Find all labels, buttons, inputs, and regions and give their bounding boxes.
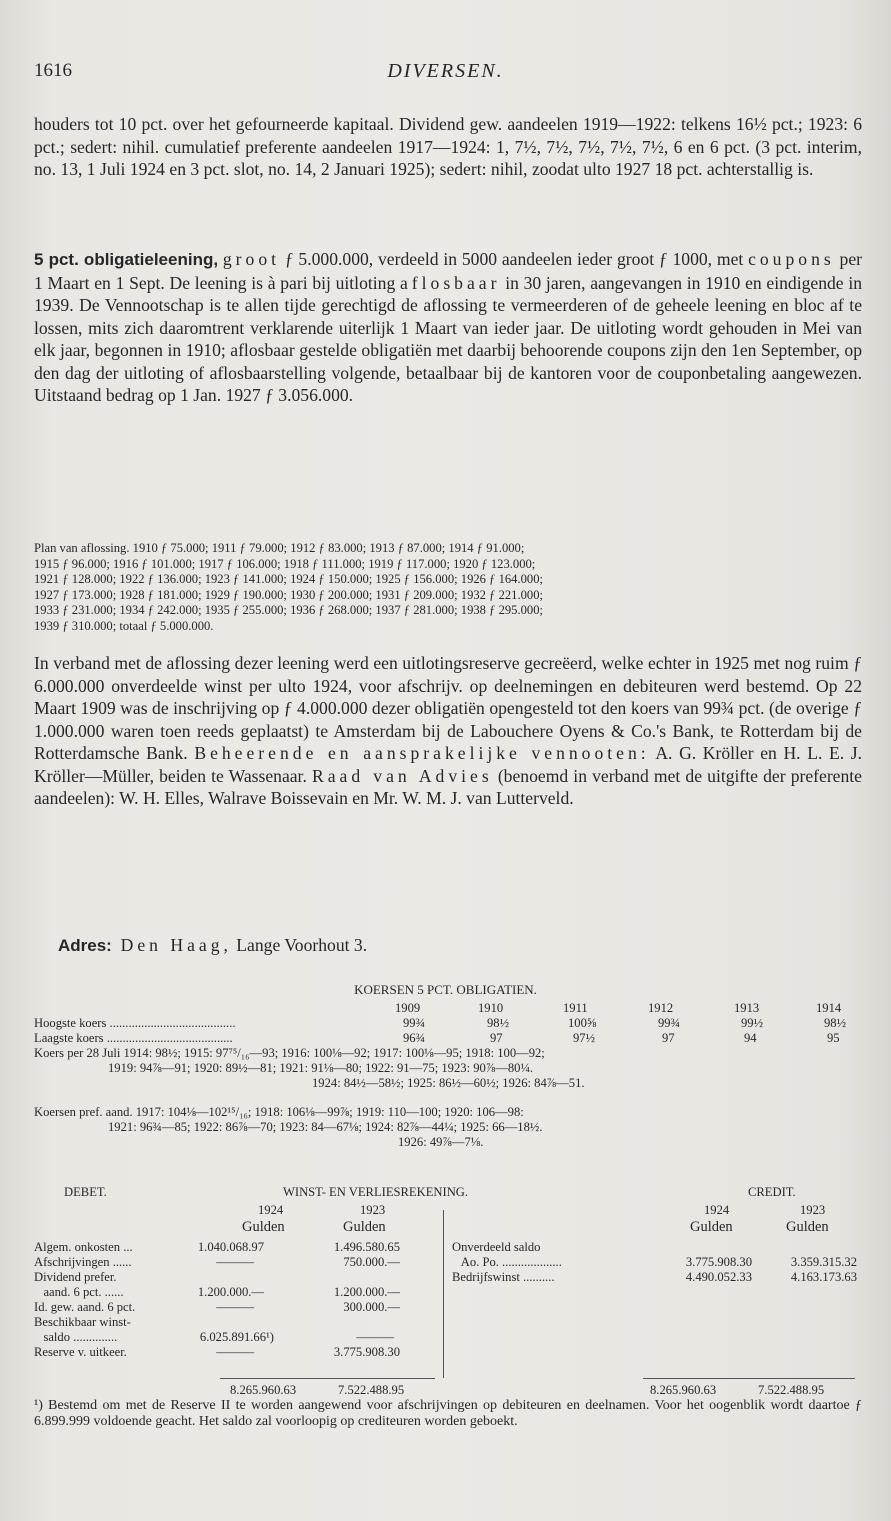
koersen-year-1910: 1910: [478, 1001, 504, 1015]
dividend-paragraph: [34, 113, 862, 181]
debet-year-1924: 1924: [258, 1203, 284, 1217]
credit-heading: CREDIT.: [748, 1185, 796, 1199]
koersen-pref-line: 1926: 49⅞—7⅛.: [398, 1135, 484, 1149]
loan-details-text: in 30 jaren, aangevangen in 1910 en eindigende in 1939. De Vennootschap is te allen tijde gerechtigd de aflossing te vermeerderen of de geheele leening en bloc af te lossen, mits zich daaromtrent verklarende uiterlijk 1 Maart van ieder jaar. De uitloting wordt gehouden in Mei van elk jaar, begonnen in 1910; aflosbaar gestelde obligatiën met daarbij behoorende coupons zijn den 1en September, op den dag der uitloting of aflosbaarstelling volgende, betaalbaar bij de kantoren voor de couponbetaling aangewezen. Uitstaand bedrag op 1 Jan. 1927 ƒ 3.056.000.: [34, 272, 863, 405]
koersen-cell: 100⅝: [568, 1016, 597, 1030]
loan-word-groot: groot: [222, 249, 281, 269]
address-city: Den Haag,: [120, 935, 232, 955]
credit-year-1924: 1924: [704, 1203, 730, 1217]
loan-amount-text: ƒ 5.000.000, verdeeld in 5000 aandeelen ieder groot ƒ 1000, met: [284, 249, 744, 269]
address-line: [58, 935, 367, 956]
winst-title: WINST- EN VERLIESREKENING.: [283, 1185, 469, 1199]
koersen-year-1909: 1909: [395, 1001, 421, 1015]
plan-line: 1915 ƒ 96.000; 1916 ƒ 101.000; 1917 ƒ 106.000; 1918 ƒ 111.000; 1919 ƒ 117.000; 1920 ƒ 123.000;: [34, 556, 536, 571]
debet-unit-1923: Gulden: [343, 1219, 386, 1235]
debet-total-1924: 8.265.960.63: [230, 1383, 297, 1397]
debet-row: Dividend prefer.: [34, 1270, 117, 1284]
koersen-cell: 99½: [741, 1016, 764, 1030]
koersen-juli-line: Koers per 28 Juli 1914: 98½; 1915: 97⁷⁵/₁₆—93; 1916: 100⅛—92; 1917: 100⅛—95; 1918: 100—92;: [34, 1046, 545, 1060]
koersen-cell: 97: [490, 1031, 503, 1045]
credit-total-rule: [643, 1378, 855, 1379]
running-title: DIVERSEN.: [387, 60, 504, 82]
debet-row: Afschrijvingen ...... ——— 750.000.—: [34, 1255, 400, 1269]
directors-text: A. G. Kröller en H. L. E. J. Kröller—Müller, beiden te Wassenaar.: [34, 743, 863, 786]
credit-unit-1923: Gulden: [786, 1219, 829, 1235]
koersen-cell: 98½: [824, 1016, 847, 1030]
debet-row: aand. 6 pct. ...... 1.200.000.— 1.200.000.—: [34, 1285, 400, 1299]
credit-row: Bedrijfswinst .......... 4.490.052.33 4.163.173.63: [452, 1270, 857, 1284]
address-street: Lange Voorhout 3.: [236, 935, 368, 955]
koersen-year-1913: 1913: [734, 1001, 760, 1015]
credit-row: Onverdeeld saldo: [452, 1240, 541, 1254]
debet-row: Reserve v. uitkeer. ——— 3.775.908.30: [34, 1345, 400, 1359]
loan-coupon-text: per 1 Maart en 1 Sept. De leening is à pari bij uitloting: [34, 249, 862, 293]
page-number: 1616: [34, 60, 72, 81]
koersen-cell: 94: [744, 1031, 757, 1045]
plan-line: 1939 ƒ 310.000; totaal ƒ 5.000.000.: [34, 618, 214, 633]
debet-total-rule: [220, 1378, 435, 1379]
koersen-pref-line: Koersen pref. aand. 1917: 104⅛—102¹⁵/₁₆; 1918: 106⅛—99⅞; 1919: 110—100; 1920: 106—98:: [34, 1105, 524, 1119]
credit-row: Ao. Po. ................... 3.775.908.30 3.359.315.32: [452, 1255, 857, 1269]
plan-line: 1927 ƒ 173.000; 1928 ƒ 181.000; 1929 ƒ 190.000; 1930 ƒ 200.000; 1931 ƒ 209.000; 1932 ƒ 221.000;: [34, 587, 544, 602]
credit-year-1923: 1923: [800, 1203, 826, 1217]
koersen-pref-line: 1921: 96¾—85; 1922: 86⅞—70; 1923: 84—67⅛; 1924: 82⅞—44¼; 1925: 66—18½.: [108, 1120, 543, 1134]
debet-row: saldo .............. 6.025.891.66¹) ———: [34, 1330, 394, 1344]
advisory-label: Raad van Advies: [312, 765, 493, 786]
debet-row: Id. gew. aand. 6 pct. ——— 300.000.—: [34, 1300, 400, 1314]
credit-rows: [452, 1240, 857, 1285]
koersen-cell: 98½: [487, 1016, 510, 1030]
loan-word-aflosbaar: aflosbaar: [399, 272, 501, 293]
koersen-row-label: Laagste koers ........................................: [34, 1031, 233, 1045]
debet-unit-1924: Gulden: [242, 1219, 285, 1235]
koersen-juli-line: 1919: 94⅞—91; 1920: 89½—81; 1921: 91⅛—80; 1922: 91—75; 1923: 90⅞—80¼.: [108, 1061, 534, 1075]
plan-line: 1921 ƒ 128.000; 1922 ƒ 136.000; 1923 ƒ 141.000; 1924 ƒ 150.000; 1925 ƒ 156.000; 1926 ƒ 164.000;: [34, 572, 544, 587]
koersen-title: KOERSEN 5 PCT. OBLIGATIEN.: [354, 982, 537, 997]
dividend-text: houders tot 10 pct. over het gefourneerde kapitaal. Dividend gew. aandeelen 1919—1922: telkens 16½ pct.; 1923: 6 pct.; sedert: nihil. cumulatief preferente aandeelen 1917—1924: 1, 7½, 7½, 7½, 7½, 7½, 6 en 6 pct. (3 pct. interim, no. 13, 1 Juli 1924 en 3 pct. slot, no. 14, 2 Januari 1925); sedert: nihil, zoodat ulto 1927 18 pct. achterstallig is.: [34, 114, 862, 179]
plan-line: 1933 ƒ 231.000; 1934 ƒ 242.000; 1935 ƒ 255.000; 1936 ƒ 268.000; 1937 ƒ 281.000; 1938 ƒ 295.000;: [34, 603, 544, 618]
plan-line: Plan van aflossing. 1910 ƒ 75.000; 1911 ƒ 79.000; 1912 ƒ 83.000; 1913 ƒ 87.000; 1914 ƒ 91.000;: [34, 541, 525, 555]
koersen-year-1912: 1912: [648, 1001, 674, 1015]
debet-heading: DEBET.: [64, 1185, 107, 1199]
koersen-row-label: Hoogste koers ........................................: [34, 1016, 236, 1030]
koersen-cell: 97: [662, 1031, 675, 1045]
address-label: Adres:: [58, 936, 112, 955]
reserve-paragraph: [34, 652, 862, 810]
reserve-text-main: In verband met de aflossing dezer leening werd een uitlotingsreserve gecreëerd, welke echter in 1925 met nog ruim ƒ 6.000.000 onverdeelde winst per ulto 1924, voor afschrijv. op deelnemingen en debiteuren werd bestemd. Op 22 Maart 1909 was de inschrijving op ƒ 4.000.000 dezer obligatiën opengesteld tot den koers van 99¾ pct. (de overige ƒ 1.000.000 waren toen reeds geplaatst) te Amsterdam bij de Labouchere Oyens & Co.'s Bank, te Rotterdam bij de Rotterdamsche Bank.: [34, 653, 862, 763]
account-divider: [443, 1210, 444, 1378]
koersen-cell: 96¾: [403, 1031, 426, 1045]
koersen-juli-line: 1924: 84½—58½; 1925: 86½—60½; 1926: 84⅞—51.: [312, 1076, 585, 1090]
debet-total-1923: 7.522.488.95: [338, 1383, 405, 1397]
credit-total-1923: 7.522.488.95: [758, 1383, 825, 1397]
debet-row: Algem. onkosten ... 1.040.068.97 1.496.580.65: [34, 1240, 400, 1254]
koersen-year-1914: 1914: [816, 1001, 842, 1015]
koersen-cell: 99¾: [658, 1016, 681, 1030]
loan-paragraph: [34, 248, 862, 407]
koersen-cell: 95: [827, 1031, 840, 1045]
directors-label: Beheerende en aansprakelijke vennooten:: [194, 743, 650, 763]
koersen-cell: 97½: [573, 1031, 596, 1045]
loan-text: [34, 248, 862, 407]
debet-year-1923: 1923: [360, 1203, 386, 1217]
credit-total-1924: 8.265.960.63: [650, 1383, 717, 1397]
loan-word-coupons: coupons: [748, 249, 835, 269]
koersen-year-1911: 1911: [563, 1001, 588, 1015]
credit-unit-1924: Gulden: [690, 1219, 733, 1235]
repayment-plan: [34, 541, 862, 635]
debet-row: Beschikbaar winst-: [34, 1315, 131, 1329]
debet-rows: [34, 1240, 434, 1360]
footnote: ¹) Bestemd om met de Reserve II te worden aangewend voor afschrijvingen op debiteuren en deelnamen. Voor het oogenblik wordt daartoe ƒ 6.899.999 voldoende geacht. Het saldo zal voorloopig op crediteuren worden geboekt.: [34, 1398, 862, 1429]
koersen-cell: 99¾: [403, 1016, 426, 1030]
loan-heading: 5 pct. obligatieleening,: [34, 250, 219, 269]
advisory-text: (benoemd in verband met de uitgifte der preferente aandeelen): W. H. Elles, Walrave Boissevain en Mr. W. M. J. van Lutterveld.: [34, 765, 862, 808]
reserve-text: [34, 652, 862, 810]
